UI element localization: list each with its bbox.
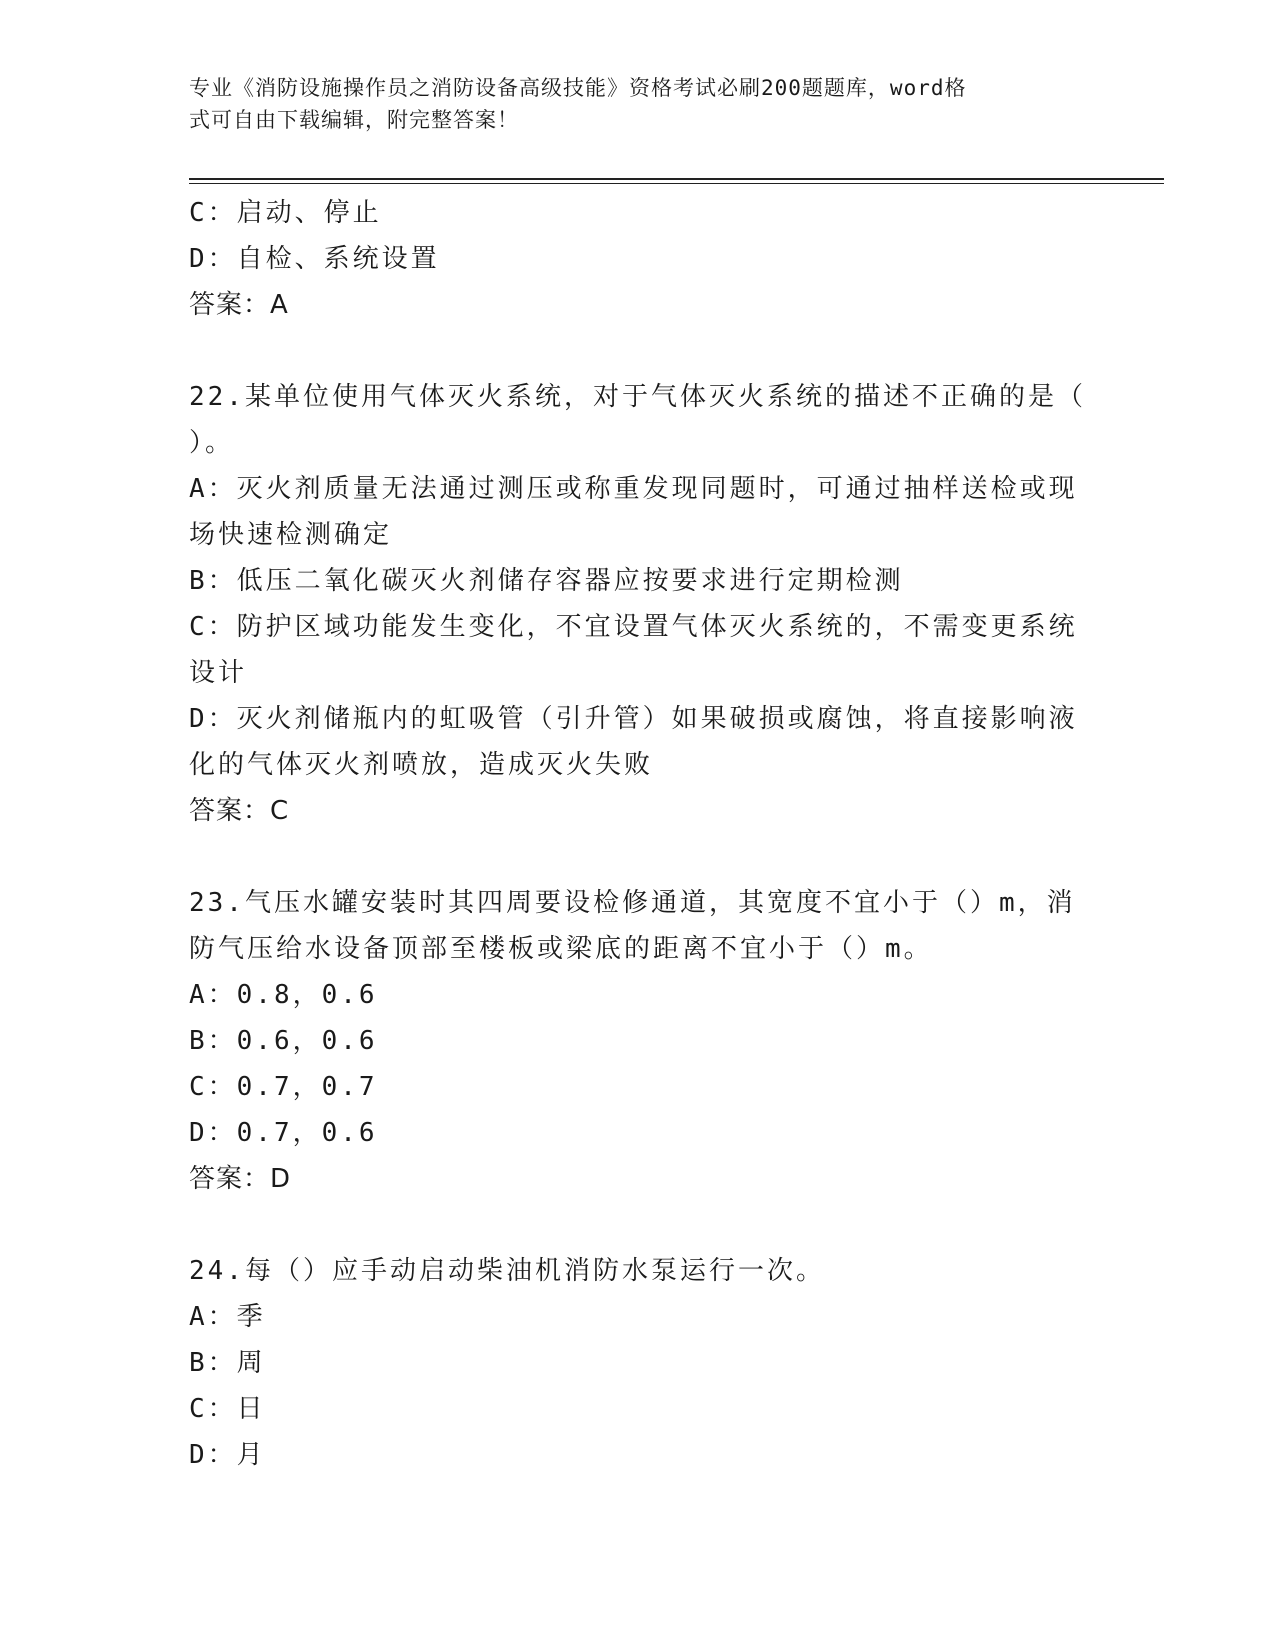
option-a-cont: 场快速检测确定	[189, 520, 393, 550]
question-21-tail	[189, 190, 1089, 328]
document-header	[189, 72, 1079, 136]
option-b: B：0.6，0.6	[189, 1026, 378, 1056]
option-a: A：灭火剂质量无法通过测压或称重发现同题时，可通过抽样送检或现	[189, 474, 1078, 504]
answer-line: 答案：C	[189, 796, 290, 826]
question-22	[189, 374, 1089, 834]
option-d-cont: 化的气体灭火剂喷放，造成灭火失败	[189, 750, 654, 780]
question-24	[189, 1248, 1089, 1478]
option-d: D：月	[189, 1440, 266, 1470]
option-c: C：启动、停止	[189, 198, 382, 228]
option-d: D：0.7，0.6	[189, 1118, 378, 1148]
question-stem: 24.每（）应手动启动柴油机消防水泵运行一次。	[189, 1256, 825, 1286]
option-c-cont: 设计	[189, 658, 248, 688]
option-c: C：日	[189, 1394, 266, 1424]
header-line-2: 式可自由下载编辑，附完整答案！	[189, 108, 519, 132]
question-stem-cont: ）。	[189, 428, 235, 458]
option-d: D：自检、系统设置	[189, 244, 440, 274]
question-stem: 22.某单位使用气体灭火系统，对于气体灭火系统的描述不正确的是（	[189, 382, 1086, 412]
header-rule-thick	[189, 178, 1164, 180]
spacer	[189, 834, 1089, 880]
question-content	[189, 190, 1089, 1478]
answer-line: 答案：A	[189, 290, 289, 320]
question-stem-cont: 防气压给水设备顶部至楼板或梁底的距离不宜小于（）m。	[189, 934, 933, 964]
option-d: D：灭火剂储瓶内的虹吸管（引升管）如果破损或腐蚀，将直接影响液	[189, 704, 1078, 734]
spacer	[189, 328, 1089, 374]
spacer	[189, 1202, 1089, 1248]
option-c: C：0.7，0.7	[189, 1072, 378, 1102]
answer-line: 答案：D	[189, 1164, 292, 1194]
header-line-1: 专业《消防设施操作员之消防设备高级技能》资格考试必刷200题题库，word格	[189, 76, 967, 100]
option-a: A：0.8，0.6	[189, 980, 378, 1010]
option-b: B：低压二氧化碳灭火剂储存容器应按要求进行定期检测	[189, 566, 904, 596]
option-a: A：季	[189, 1302, 266, 1332]
question-23	[189, 880, 1089, 1202]
question-stem: 23.气压水罐安装时其四周要设检修通道，其宽度不宜小于（）m，消	[189, 888, 1076, 918]
option-b: B：周	[189, 1348, 266, 1378]
option-c: C：防护区域功能发生变化，不宜设置气体灭火系统的，不需变更系统	[189, 612, 1078, 642]
header-rule-thin	[189, 183, 1164, 184]
